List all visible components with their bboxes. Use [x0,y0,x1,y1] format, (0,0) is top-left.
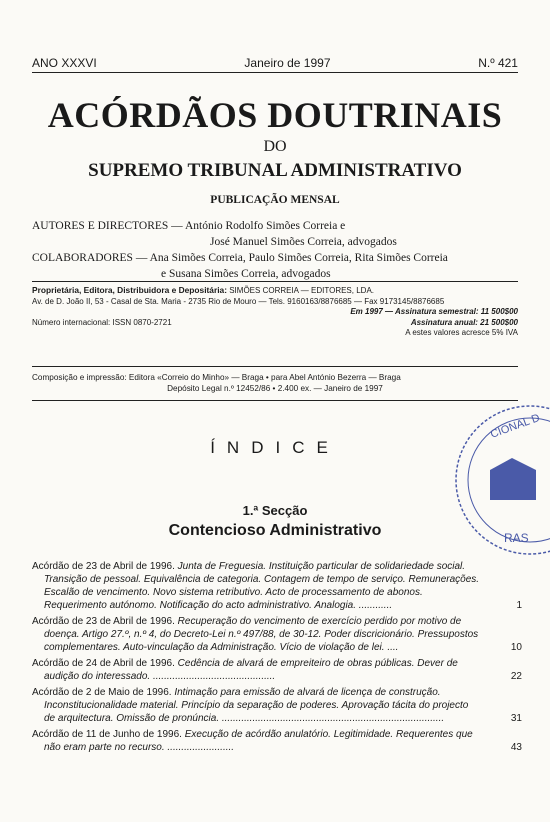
title-connector: DO [263,138,287,155]
collab-label: COLABORADORES — [32,252,148,264]
entry-body: Cedência de alvará de empreiteiro de obras públicas. Dever de audição do interessado. ............................................ [44,658,458,682]
entry-page: 22 [510,671,522,682]
stamp-text-bottom: RAS [504,531,529,545]
semestral-subscription: Em 1997 — Assinatura semestral: 11 500$00 [350,307,518,316]
entry-lead: Acórdão de 23 de Abril de 1996. [32,616,178,627]
iva-note: A estes valores acresce 5% IVA [405,328,518,337]
main-title: ACÓRDÃOS DOUTRINAIS [47,95,503,135]
entry-lead: Acórdão de 23 de Abril de 1996. [32,561,178,572]
issn-row [32,318,518,329]
entry-body: Junta de Freguesia. Instituição particular de solidariedade social. Transição de pessoal. Equivalência de categoria. Contagem de tempo de serviço. Remunerações. Escalão de vencimento. Novo sistema retributivo. Acto de processamento de abonos. Requerimento autónomo. Notificação do acto administrativo. Analogia. ............ [44,561,480,611]
stamp-text-top: CIONAL D [488,411,542,441]
index-entry [32,615,522,654]
publisher-name: SIMÕES CORREIA — EDITORES, LDA. [227,286,374,295]
issn: Número internacional: ISSN 0870-2721 [32,317,172,327]
entry-page: 1 [516,600,522,611]
index-entries [32,560,522,757]
address-line: Av. de D. João II, 53 - Casal de Sta. Maria - 2735 Rio de Mouro — Tels. 9160163/8876685 — Fax 9173145/8876685 [32,296,445,306]
entry-body: Intimação para emissão de alvará de licença de construção. Inconstitucionalidade material. Princípio da separação de poderes. Aprovação tácita do projecto de arquitectura. Omissão de pronúncia. ................................................................................ [44,687,469,724]
divider [32,281,518,282]
people-block [32,218,518,282]
authors-names-1: António Rodolfo Simões Correia e [184,220,346,232]
composition-line-2: Depósito Legal n.º 12452/86 • 2.400 ex. — Janeiro de 1997 [167,384,383,393]
library-stamp [452,400,550,560]
collab-line-1 [32,250,518,266]
stamp-emblem [490,458,536,500]
composition-line-1: Composição e impressão: Editora «Correio do Minho» — Braga • para Abel António Bezerra — Braga [32,373,401,382]
composition-block [32,372,518,394]
entry-page: 31 [510,713,522,724]
publication-frequency: PUBLICAÇÃO MENSAL [210,194,340,206]
authors-line-1 [32,218,518,234]
index-entry [32,657,522,683]
annual-subscription: Assinatura anual: 21 500$00 [410,317,518,327]
section-number: 1.ª Secção [242,503,308,518]
issue-number: N.º 421 [478,56,518,70]
legal-block [32,285,518,339]
index-title: ÍNDICE [210,438,340,457]
index-entry [32,686,522,725]
divider [32,400,518,401]
publisher-line [32,285,518,297]
divider [32,366,518,367]
entry-body: Recuperação do vencimento de exercício perdido por motivo de doença. Artigo 27.º, n.º 4, do Decreto-Lei n.º 497/88, de 30-12. Poder discricionário. Pressupostos complementares. Auto-vinculação da Administração. Vício de violação de lei. .... [44,616,479,653]
authors-label: AUTORES E DIRECTORES — [32,220,183,232]
issue-header [32,56,518,73]
section-title: Contencioso Administrativo [168,522,382,539]
issue-date: Janeiro de 1997 [244,56,331,70]
index-entry [32,560,522,612]
entry-lead: Acórdão de 2 de Maio de 1996. [32,687,175,698]
entry-lead: Acórdão de 11 de Junho de 1996. [32,729,185,740]
entry-lead: Acórdão de 24 de Abril de 1996. [32,658,178,669]
authors-names-2: José Manuel Simões Correia, advogados [210,236,397,248]
collab-names-1: Ana Simões Correia, Paulo Simões Correia, Rita Simões Correia [149,252,448,264]
entry-page: 43 [510,742,522,753]
sub-title: SUPREMO TRIBUNAL ADMINISTRATIVO [88,160,462,181]
collab-names-2: e Susana Simões Correia, advogados [161,268,331,280]
entry-body: Execução de acórdão anulatório. Legitimidade. Requerentes que não eram parte no recurso. ........................ [44,729,473,753]
index-entry [32,728,522,754]
issue-year: ANO XXXVI [32,56,97,70]
publisher-label: Proprietária, Editora, Distribuidora e Depositária: [32,285,227,295]
entry-page: 10 [510,642,522,653]
